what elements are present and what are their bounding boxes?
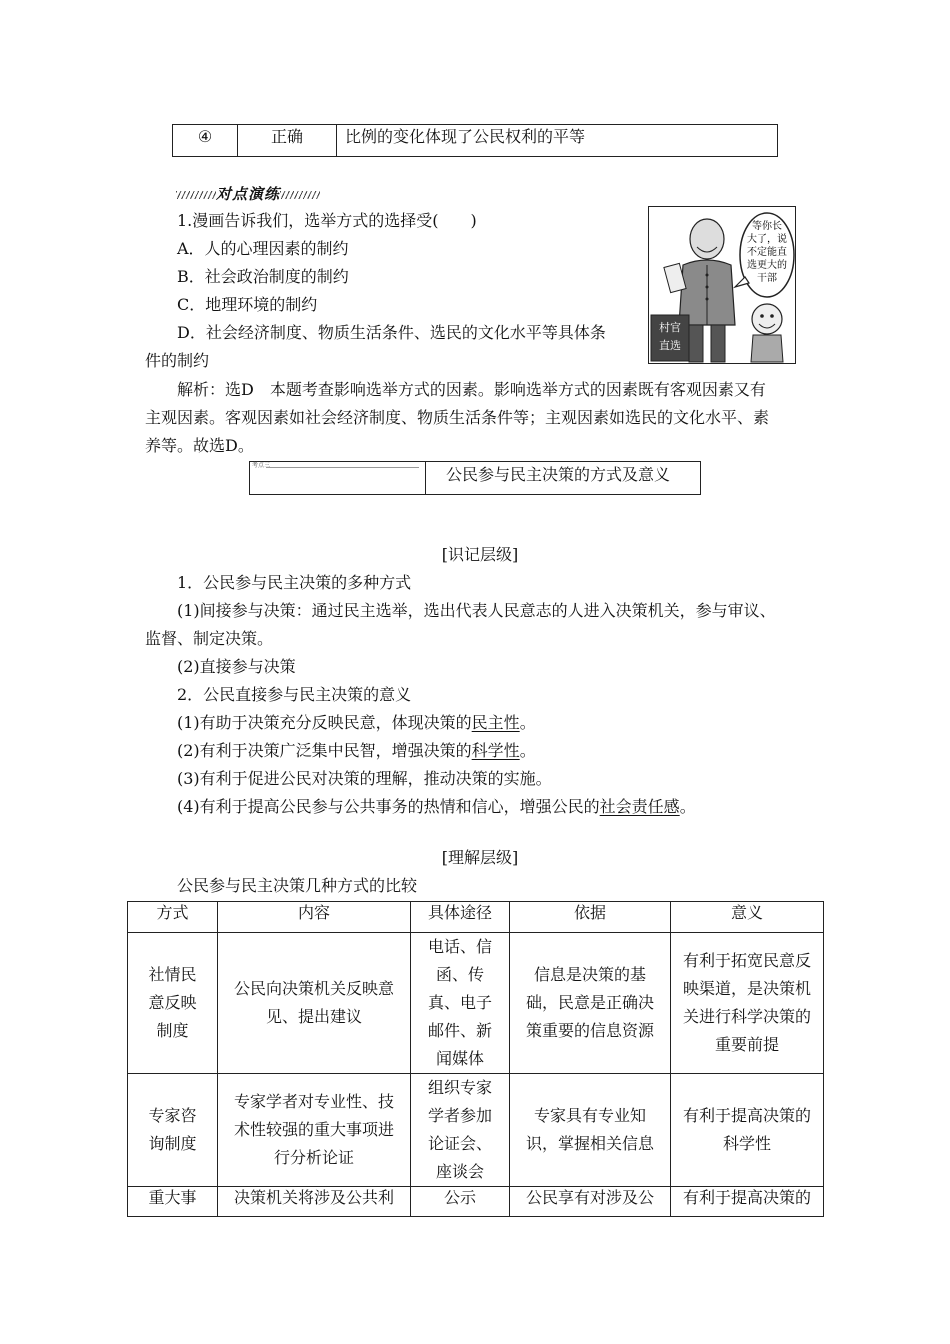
analysis-line: 养等。故选D。 (145, 436, 254, 455)
cell-basis: 信息是决策的基 础，民意是正确决 策重要的信息资源 (510, 933, 671, 1074)
section-tag-cell (250, 462, 426, 495)
column-header: 方式 (128, 902, 218, 933)
cell-way: 专家咨 询制度 (128, 1074, 218, 1187)
top-table (172, 124, 778, 157)
level1-title: [识记层级] (441, 545, 519, 564)
cell-meaning: 有利于提高决策的 (671, 1187, 824, 1217)
speech-line: 不定能直 (747, 247, 787, 258)
cartoon-image (648, 206, 796, 364)
table-header-row (128, 902, 824, 933)
option-c: C．地理环境的制约 (177, 295, 318, 314)
option-d-continued: 件的制约 (145, 351, 210, 370)
cell-meaning: 有利于提高决策的 科学性 (671, 1074, 824, 1187)
row-verdict: 正确 (238, 125, 337, 157)
option-a: A．人的心理因素的制约 (177, 239, 349, 258)
cell-content: 决策机关将涉及公共利 (218, 1187, 411, 1217)
keyword: 民主性 (471, 713, 520, 732)
option-d: D．社会经济制度、物质生活条件、选民的文化水平等具体条 (177, 323, 606, 342)
table-row (128, 933, 824, 1074)
comparison-table (127, 901, 824, 1217)
speech-line: 干部 (757, 273, 777, 284)
level2-title: [理解层级] (441, 848, 519, 867)
section-tag: 考点三 (252, 462, 271, 469)
analysis-line: 解析：选D 本题考查影响选举方式的因素。影响选举方式的因素既有客观因素又有 (177, 380, 766, 399)
practice-heading: 对点演练 (176, 183, 320, 204)
sign-line: 直选 (659, 339, 681, 352)
cell-path: 公示 (411, 1187, 510, 1217)
sign-line: 村官 (659, 321, 681, 334)
cell-path: 组织专家 学者参加 论证会、 座谈会 (411, 1074, 510, 1187)
speech-line: 等你长 (752, 221, 782, 232)
hatch-decoration-icon (280, 191, 320, 199)
significance-1: (1)有助于决策充分反映民意，体现决策的民主性。 (177, 713, 536, 732)
hatch-decoration-icon (176, 191, 216, 199)
question-stem: 1.漫画告诉我们，选举方式的选择受( ) (177, 211, 477, 230)
table-row (128, 1187, 824, 1217)
significance-4: (4)有利于提高公民参与公共事务的热情和信心，增强公民的社会责任感。 (177, 797, 696, 816)
column-header: 依据 (510, 902, 671, 933)
section-header (249, 461, 701, 495)
table-row (128, 1074, 824, 1187)
significance-2: (2)有利于决策广泛集中民智，增强决策的科学性。 (177, 741, 536, 760)
column-header: 具体途径 (411, 902, 510, 933)
table-caption: 公民参与民主决策几种方式的比较 (177, 876, 418, 895)
significance-3: (3)有利于促进公民对决策的理解，推动决策的实施。 (177, 769, 552, 788)
level1-p2: (2)直接参与决策 (177, 657, 296, 676)
level1-heading-1: 1．公民参与民主决策的多种方式 (177, 573, 412, 592)
column-header: 意义 (671, 902, 824, 933)
analysis-line: 主观因素。客观因素如社会经济制度、物质生活条件等；主观因素如选民的文化水平、素 (145, 408, 770, 427)
tag-rule (266, 467, 419, 468)
cell-meaning: 有利于拓宽民意反 映渠道，是决策机 关进行科学决策的 重要前提 (671, 933, 824, 1074)
cartoon-illustration-icon (649, 207, 795, 363)
level1-heading-2: 2．公民直接参与民主决策的意义 (177, 685, 412, 704)
cell-way: 重大事 (128, 1187, 218, 1217)
row-reason: 比例的变化体现了公民权利的平等 (337, 125, 778, 157)
keyword: 社会责任感 (599, 797, 680, 816)
table-row (173, 125, 778, 157)
section-title: 公民参与民主决策的方式及意义 (426, 462, 701, 495)
speech-line: 大了，说 (747, 234, 787, 245)
speech-line: 选更大的 (747, 260, 787, 271)
cell-basis: 专家具有专业知 识，掌握相关信息 (510, 1074, 671, 1187)
row-number: ④ (173, 125, 238, 157)
cell-basis: 公民享有对涉及公 (510, 1187, 671, 1217)
level1-p1a: (1)间接参与决策：通过民主选举，选出代表人民意志的人进入决策机关，参与审议、 (177, 601, 776, 620)
column-header: 内容 (218, 902, 411, 933)
option-b: B．社会政治制度的制约 (177, 267, 349, 286)
cell-content: 专家学者对专业性、技 术性较强的重大事项进 行分析论证 (218, 1074, 411, 1187)
level1-p1b: 监督、制定决策。 (145, 629, 274, 648)
cell-way: 社情民 意反映 制度 (128, 933, 218, 1074)
cell-content: 公民向决策机关反映意 见、提出建议 (218, 933, 411, 1074)
cell-path: 电话、信 函、传 真、电子 邮件、新 闻媒体 (411, 933, 510, 1074)
keyword: 科学性 (471, 741, 520, 760)
